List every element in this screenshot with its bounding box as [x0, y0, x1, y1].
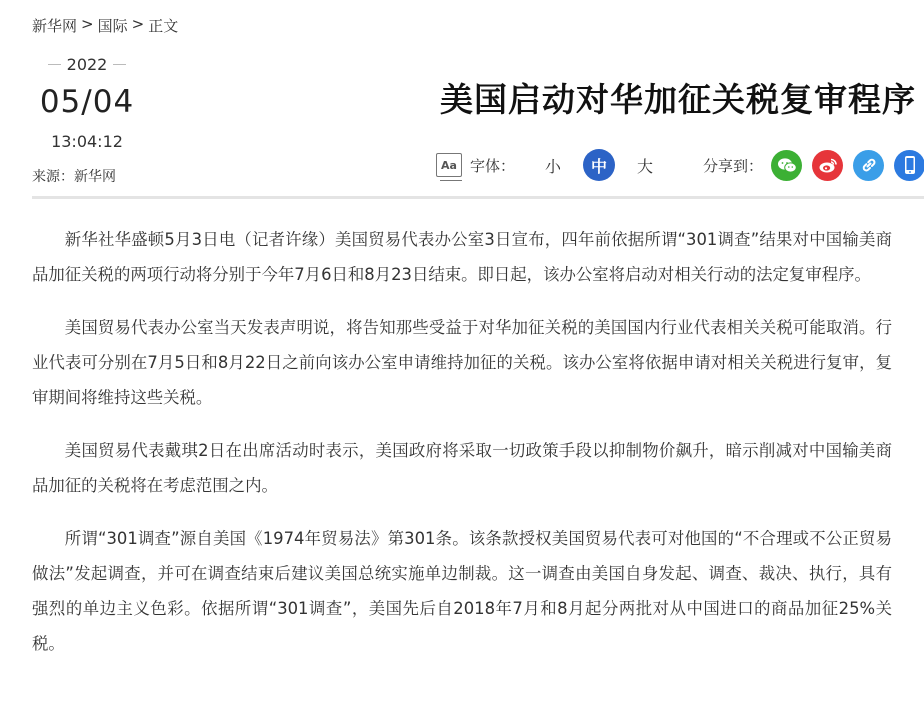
mobile-icon[interactable]	[894, 150, 924, 181]
divider	[48, 64, 61, 65]
weibo-icon[interactable]	[812, 150, 843, 181]
article-paragraph: 所谓“301调查”源自美国《1974年贸易法》第301条。该条款授权美国贸易代表可对他国的“不合理或不公正贸易做法”发起调查，并可在调查结束后建议美国总统实施单边制裁。这一调查由美国自身发起、调查、裁决、执行，具有强烈的单边主义色彩。依据所谓“301调查”，美国先后自2018年7月和8月起分两批对从中国进口的商品加征25%关税。	[32, 529, 892, 653]
page-title: 美国启动对华加征关税复审程序	[440, 80, 916, 119]
publish-time: 13:04:12	[51, 132, 123, 151]
article-source: 来源：新华网	[32, 169, 116, 185]
breadcrumb	[32, 15, 178, 36]
article-body	[32, 222, 892, 679]
breadcrumb-separator: >	[81, 15, 94, 33]
font-size-small-button[interactable]: 小	[545, 156, 562, 176]
font-size-label: 字体：	[470, 156, 516, 175]
breadcrumb-current: 正文	[148, 17, 179, 35]
article-toolbar	[436, 148, 924, 182]
article-paragraph: 美国贸易代表戴琪2日在出席活动时表示，美国政府将采取一切政策手段以抑制物价飙升，暗示削减对中国输美商品加征的关税将在考虑范围之内。	[32, 441, 892, 495]
breadcrumb-separator: >	[131, 15, 145, 33]
publish-month-day: 05/04	[39, 84, 135, 120]
breadcrumb-section-link[interactable]: 国际	[97, 17, 128, 35]
wechat-icon[interactable]	[771, 150, 802, 181]
article-paragraph: 新华社华盛顿5月3日电（记者许缘）美国贸易代表办公室3日宣布，四年前依据所谓“301调查”结果对中国输美商品加征关税的两项行动将分别于今年7月6日和8月23日结束。即日起，该办公室将启动对相关行动的法定复审程序。	[32, 230, 892, 284]
breadcrumb-site-link[interactable]: 新华网	[32, 17, 78, 35]
publish-year: 2022	[66, 54, 108, 74]
header-divider	[32, 196, 924, 199]
font-size-icon: Aa	[436, 153, 462, 177]
font-size-large-button[interactable]: 大	[637, 156, 654, 176]
publish-year-row	[32, 52, 142, 76]
article-paragraph: 美国贸易代表办公室当天发表声明说，将告知那些受益于对华加征关税的美国国内行业代表相关关税可能取消。行业代表可分别在7月5日和8月22日之前向该办公室申请维持加征的关税。该办公室将依据申请对相关关税进行复审，复审期间将维持这些关税。	[32, 318, 892, 407]
publish-date	[32, 52, 142, 153]
link-icon[interactable]	[853, 150, 884, 181]
font-size-medium-button[interactable]: 中	[583, 149, 615, 181]
share-label: 分享到：	[703, 156, 764, 175]
divider	[113, 64, 126, 65]
